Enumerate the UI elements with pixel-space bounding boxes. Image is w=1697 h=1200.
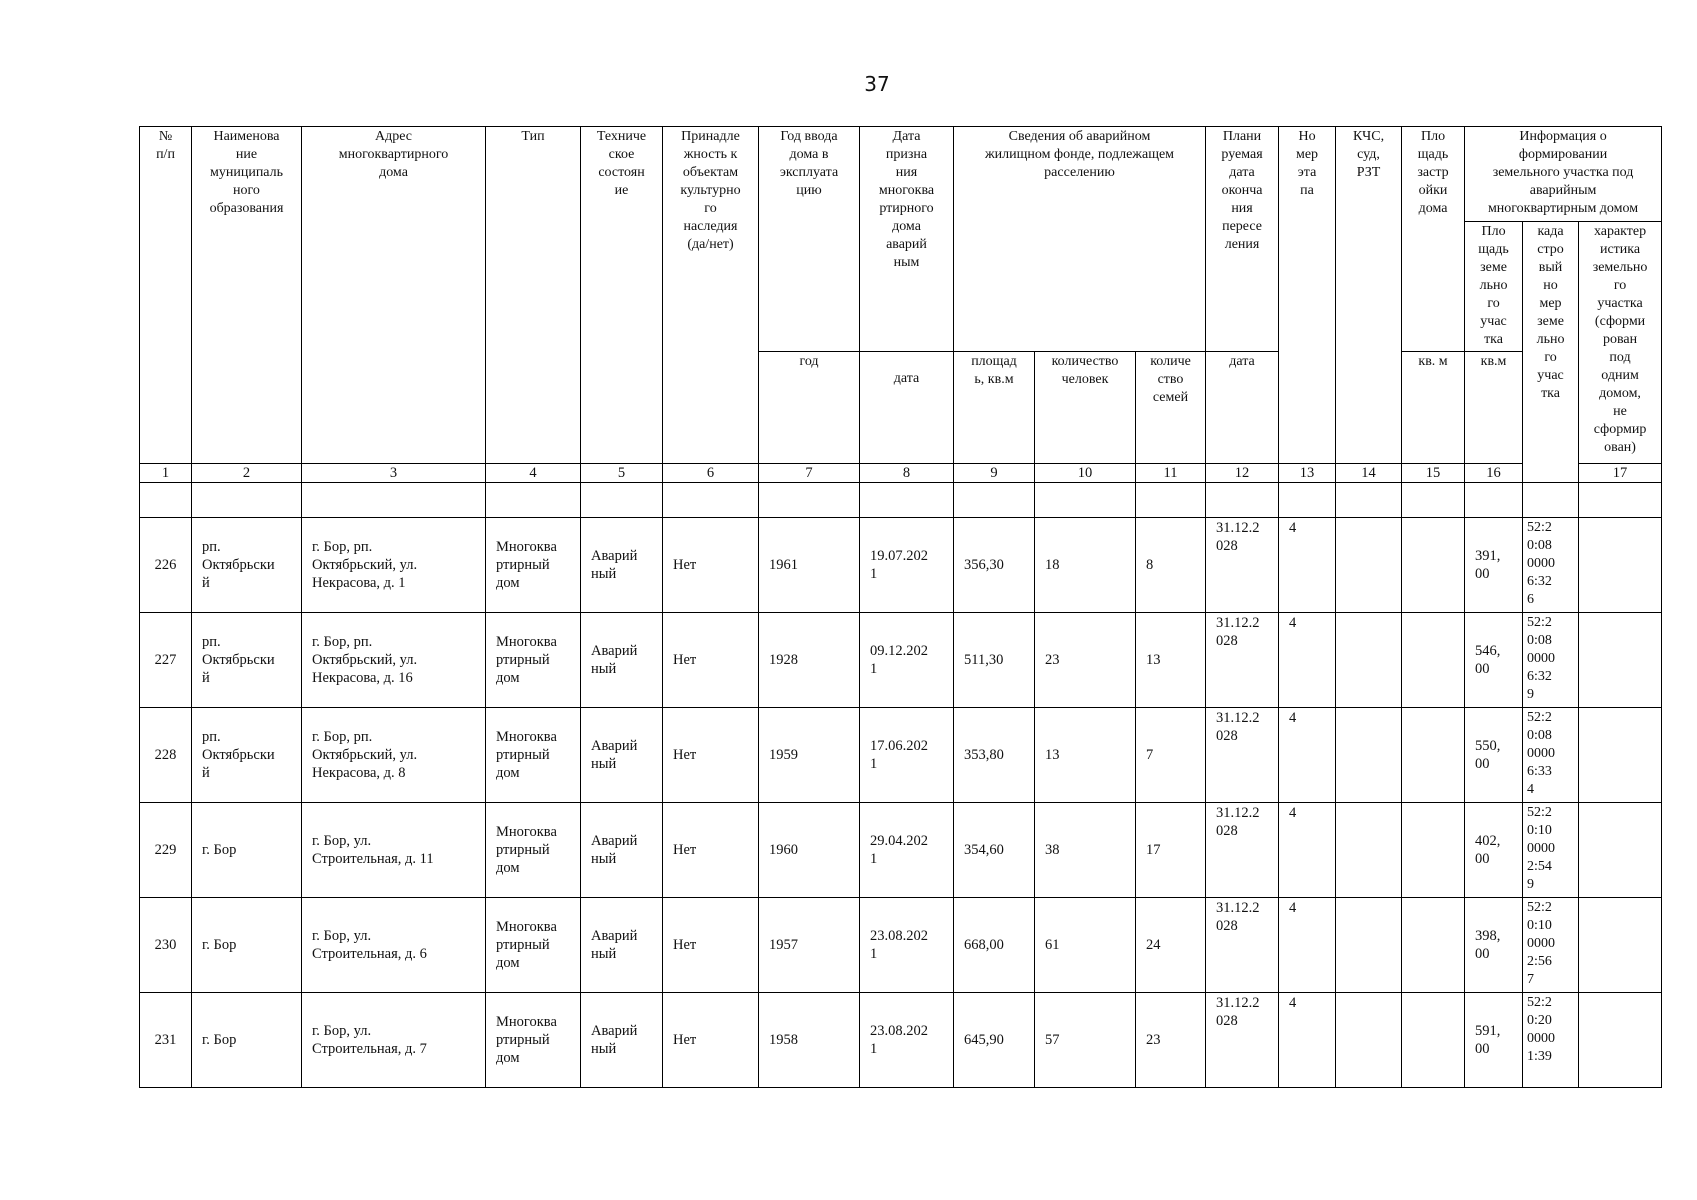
area-cell: 668,00 [954, 898, 1035, 993]
row-number: 229 [140, 803, 192, 898]
spacer-cell [1579, 483, 1662, 518]
planned-date-cell: 31.12.2 028 [1206, 518, 1279, 613]
families-cell: 8 [1136, 518, 1206, 613]
header-build-area: Пло щадь застр ойки дома [1402, 127, 1465, 352]
build-area-cell [1402, 803, 1465, 898]
planned-date-cell: 31.12.2 028 [1206, 708, 1279, 803]
header-plot-area: Пло щадь земе льно го учас тка [1465, 222, 1523, 352]
header-municipality: Наименова ние муниципаль ного образования [192, 127, 302, 464]
year-cell: 1928 [759, 613, 860, 708]
build-area-cell [1402, 708, 1465, 803]
stage-cell: 4 [1279, 613, 1336, 708]
people-cell: 13 [1035, 708, 1136, 803]
column-number: 8 [860, 464, 954, 483]
table-row [140, 613, 1662, 708]
table-row [140, 993, 1662, 1088]
municipality-cell: г. Бор [192, 803, 302, 898]
condition-cell: Аварий ный [581, 518, 663, 613]
header-row-1 [140, 127, 1662, 222]
page-number: 37 [864, 72, 890, 96]
type-cell: Многоква ртирный дом [486, 898, 581, 993]
type-cell: Многоква ртирный дом [486, 518, 581, 613]
municipality-cell: г. Бор [192, 898, 302, 993]
header-address: Адрес многоквартирного дома [302, 127, 486, 464]
stage-cell: 4 [1279, 518, 1336, 613]
people-cell: 18 [1035, 518, 1136, 613]
year-cell: 1958 [759, 993, 860, 1088]
header-planned-date: Плани руемая дата оконча ния пересе ления [1206, 127, 1279, 352]
year-cell: 1959 [759, 708, 860, 803]
municipality-cell: рп. Октябрьски й [192, 613, 302, 708]
kchs-cell [1336, 613, 1402, 708]
people-cell: 38 [1035, 803, 1136, 898]
data-rows [140, 518, 1662, 1088]
date-declared-cell: 29.04.202 1 [860, 803, 954, 898]
cadastral-number-cell: 52:2 0:08 0000 6:33 4 [1523, 708, 1579, 803]
year-cell: 1961 [759, 518, 860, 613]
column-number: 15 [1402, 464, 1465, 483]
spacer-cell [1206, 483, 1279, 518]
plot-area-cell: 391, 00 [1465, 518, 1523, 613]
column-number: 13 [1279, 464, 1336, 483]
spacer-cell [581, 483, 663, 518]
families-cell: 24 [1136, 898, 1206, 993]
date-declared-cell: 23.08.202 1 [860, 993, 954, 1088]
column-number: 16 [1465, 464, 1523, 483]
header-plot-characteristic: характер истика земельно го участка (сформи рован под одним домом, не сформир ован) [1579, 222, 1662, 464]
header-land-plot-info: Информация о формировании земельного участка под аварийным многоквартирным домом [1465, 127, 1662, 222]
plot-area-cell: 402, 00 [1465, 803, 1523, 898]
people-cell: 57 [1035, 993, 1136, 1088]
spacer-cell [1279, 483, 1336, 518]
header-kchs: КЧС, суд, РЗТ [1336, 127, 1402, 464]
area-cell: 353,80 [954, 708, 1035, 803]
date-declared-cell: 17.06.202 1 [860, 708, 954, 803]
condition-cell: Аварий ный [581, 613, 663, 708]
row-number: 231 [140, 993, 192, 1088]
spacer-cell [1402, 483, 1465, 518]
type-cell: Многоква ртирный дом [486, 708, 581, 803]
column-number: 10 [1035, 464, 1136, 483]
spacer-cell [192, 483, 302, 518]
header-cadastral-number: када стро вый но мер земе льно го учас тка [1523, 222, 1579, 483]
header-heritage: Принадле жность к объектам культурно го наследия (да/нет) [663, 127, 759, 464]
year-cell: 1957 [759, 898, 860, 993]
column-number: 11 [1136, 464, 1206, 483]
kchs-cell [1336, 708, 1402, 803]
date-declared-cell: 23.08.202 1 [860, 898, 954, 993]
type-cell: Многоква ртирный дом [486, 803, 581, 898]
row-number: 227 [140, 613, 192, 708]
header-unit-families: количе ство семей [1136, 352, 1206, 464]
header-type: Тип [486, 127, 581, 464]
area-cell: 645,90 [954, 993, 1035, 1088]
column-number: 3 [302, 464, 486, 483]
column-number: 2 [192, 464, 302, 483]
cadastral-number-cell: 52:2 0:08 0000 6:32 9 [1523, 613, 1579, 708]
header-date-declared: Дата призна ния многоква ртирного дома аварий ным [860, 127, 954, 352]
heritage-cell: Нет [663, 898, 759, 993]
municipality-cell: рп. Октябрьски й [192, 708, 302, 803]
cadastral-number-cell: 52:2 0:10 0000 2:56 7 [1523, 898, 1579, 993]
column-number: 7 [759, 464, 860, 483]
planned-date-cell: 31.12.2 028 [1206, 613, 1279, 708]
spacer-cell [1136, 483, 1206, 518]
plot-area-cell: 591, 00 [1465, 993, 1523, 1088]
spacer-cell [954, 483, 1035, 518]
plot-characteristic-cell [1579, 993, 1662, 1088]
spacer-cell [663, 483, 759, 518]
plot-area-cell: 550, 00 [1465, 708, 1523, 803]
spacer-cell [1465, 483, 1523, 518]
header-unit-plot-area: кв.м [1465, 352, 1523, 464]
families-cell: 23 [1136, 993, 1206, 1088]
cadastral-number-cell: 52:2 0:20 0000 1:39 [1523, 993, 1579, 1088]
area-cell: 354,60 [954, 803, 1035, 898]
plot-area-cell: 546, 00 [1465, 613, 1523, 708]
spacer-cell [486, 483, 581, 518]
date-declared-cell: 09.12.202 1 [860, 613, 954, 708]
column-number: 5 [581, 464, 663, 483]
address-cell: г. Бор, рп. Октябрьский, ул. Некрасова, д. 1 [302, 518, 486, 613]
address-cell: г. Бор, рп. Октябрьский, ул. Некрасова, д. 16 [302, 613, 486, 708]
heritage-cell: Нет [663, 803, 759, 898]
spacer-cell [860, 483, 954, 518]
table-row [140, 518, 1662, 613]
heritage-cell: Нет [663, 993, 759, 1088]
spacer-cell [302, 483, 486, 518]
build-area-cell [1402, 993, 1465, 1088]
stage-cell: 4 [1279, 993, 1336, 1088]
header-year-commissioned: Год ввода дома в эксплуата цию [759, 127, 860, 352]
address-cell: г. Бор, ул. Строительная, д. 7 [302, 993, 486, 1088]
header-unit-people: количество человек [1035, 352, 1136, 464]
plot-characteristic-cell [1579, 518, 1662, 613]
plot-characteristic-cell [1579, 898, 1662, 993]
row-number: 226 [140, 518, 192, 613]
header-stage: Но мер эта па [1279, 127, 1336, 464]
date-declared-cell: 19.07.202 1 [860, 518, 954, 613]
families-cell: 13 [1136, 613, 1206, 708]
area-cell: 356,30 [954, 518, 1035, 613]
type-cell: Многоква ртирный дом [486, 993, 581, 1088]
header-num: № п/п [140, 127, 192, 464]
address-cell: г. Бор, рп. Октябрьский, ул. Некрасова, д. 8 [302, 708, 486, 803]
municipality-cell: рп. Октябрьски й [192, 518, 302, 613]
people-cell: 61 [1035, 898, 1136, 993]
header-condition: Техниче ское состоян ие [581, 127, 663, 464]
build-area-cell [1402, 518, 1465, 613]
stage-cell: 4 [1279, 898, 1336, 993]
emergency-housing-table [139, 126, 1662, 1088]
table-row [140, 898, 1662, 993]
header-unit-year: год [759, 352, 860, 464]
table-row [140, 708, 1662, 803]
stage-cell: 4 [1279, 708, 1336, 803]
row-number: 230 [140, 898, 192, 993]
condition-cell: Аварий ный [581, 898, 663, 993]
area-cell: 511,30 [954, 613, 1035, 708]
header-unit-planned-date: дата [1206, 352, 1279, 464]
cadastral-number-cell: 52:2 0:10 0000 2:54 9 [1523, 803, 1579, 898]
spacer-cell [759, 483, 860, 518]
spacer-cell [1523, 483, 1579, 518]
planned-date-cell: 31.12.2 028 [1206, 898, 1279, 993]
column-number: 12 [1206, 464, 1279, 483]
condition-cell: Аварий ный [581, 708, 663, 803]
kchs-cell [1336, 993, 1402, 1088]
heritage-cell: Нет [663, 708, 759, 803]
row-number: 228 [140, 708, 192, 803]
table-row [140, 803, 1662, 898]
header-unit-date: дата [860, 352, 954, 464]
kchs-cell [1336, 803, 1402, 898]
kchs-cell [1336, 898, 1402, 993]
address-cell: г. Бор, ул. Строительная, д. 11 [302, 803, 486, 898]
column-number: 14 [1336, 464, 1402, 483]
families-cell: 7 [1136, 708, 1206, 803]
column-number: 6 [663, 464, 759, 483]
heritage-cell: Нет [663, 518, 759, 613]
families-cell: 17 [1136, 803, 1206, 898]
column-number: 4 [486, 464, 581, 483]
planned-date-cell: 31.12.2 028 [1206, 993, 1279, 1088]
plot-characteristic-cell [1579, 708, 1662, 803]
condition-cell: Аварий ный [581, 993, 663, 1088]
planned-date-cell: 31.12.2 028 [1206, 803, 1279, 898]
plot-area-cell: 398, 00 [1465, 898, 1523, 993]
stage-cell: 4 [1279, 803, 1336, 898]
column-number: 17 [1579, 464, 1662, 483]
address-cell: г. Бор, ул. Строительная, д. 6 [302, 898, 486, 993]
plot-characteristic-cell [1579, 803, 1662, 898]
year-cell: 1960 [759, 803, 860, 898]
spacer-cell [140, 483, 192, 518]
people-cell: 23 [1035, 613, 1136, 708]
municipality-cell: г. Бор [192, 993, 302, 1088]
header-unit-area: площад ь, кв.м [954, 352, 1035, 464]
cadastral-number-cell: 52:2 0:08 0000 6:32 6 [1523, 518, 1579, 613]
spacer-cell [1336, 483, 1402, 518]
spacer-cell [1035, 483, 1136, 518]
kchs-cell [1336, 518, 1402, 613]
header-unit-build-area: кв. м [1402, 352, 1465, 464]
column-number-row [140, 464, 1662, 483]
column-number: 9 [954, 464, 1035, 483]
condition-cell: Аварий ный [581, 803, 663, 898]
type-cell: Многоква ртирный дом [486, 613, 581, 708]
column-number: 1 [140, 464, 192, 483]
heritage-cell: Нет [663, 613, 759, 708]
build-area-cell [1402, 898, 1465, 993]
header-emergency-fund: Сведения об аварийном жилищном фонде, подлежащем расселению [954, 127, 1206, 352]
build-area-cell [1402, 613, 1465, 708]
plot-characteristic-cell [1579, 613, 1662, 708]
spacer-row [140, 483, 1662, 518]
